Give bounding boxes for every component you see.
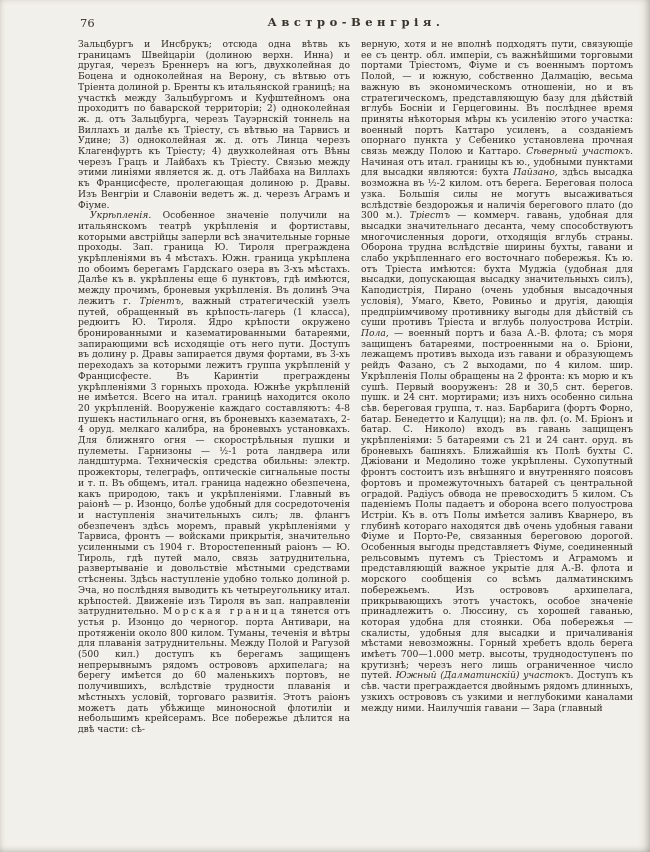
text-segment: Пола, — [361,327,404,339]
text-segment: тянется отъ устья р. Изонцо до черногор. порта Антивари, на протяженіи около 800 килом. Туманы, теченія и вѣтры для плаванія затруднительны. Между Полой и Рагузой (500 кил.) доступъ къ берегамъ защищенъ непрерывнымъ рядомъ острововъ архипелага; на берегу имѣется до 60 маленькихъ портовъ, не получившихъ, вслѣдствіе трудности плаванія и мѣстныхъ условій, торговаго развитія. Этотъ раіонъ можетъ дать убѣжище миноносной флотиліи и небольшимъ крейсерамъ. Все побережье дѣлится на двѣ части: сѣ- [78,606,351,735]
text-segment: Пайзано, [513,167,558,179]
text-segment: Особенное значеніе получили на итальянскомъ театрѣ укрѣпленія и фортиставы, которыми австрійцы заперли всѣ значительные горные проходы. Зап. граница Ю. Тироля преграждена укрѣпленіями въ 4 мѣстахъ. Южн. граница укрѣплена по обоимъ берегамъ Гардскаго озера въ 3-хъ мѣстахъ. Далѣе къ в. укрѣплены еще 6 пунктовъ, гдѣ имѣются, между прочимъ, броневыя укрѣпленія. Въ долинѣ Эча лежитъ г. [78,210,351,307]
page-number: 76 [80,16,95,30]
text-segment: Доступъ къ сѣв. части преграждается двойнымъ рядомъ длинныхъ, узкихъ острововъ съ узкими и неглубокими каналами между ними. Наилучшія гавани — Зара (главный [361,670,633,714]
page-title: Австро-Венгрія. [267,15,445,29]
page-header [78,14,634,36]
text-segment: Тріентъ, [139,295,184,307]
text-segment: Южный (Далматинскій) участокъ. [395,670,574,682]
text-segment: Зальцбургъ и Инсбрукъ; отсюда одна вѣтвь къ границамъ Швейцаріи (долиною верхн. Инна) и другая, черезъ Бреннеръ на югъ, двухколейная до Боцена и одноколейная на Верону, съ вѣтвью отъ Тріента долиной р. Бренты къ итальянской границѣ; на участкѣ между Зальцбургомъ и Куфштейномъ она проходитъ по баварской территоріи; 2) одноколейная ж. д. отъ Зальцбурга, черезъ Тауэрнскій тоннель на Виллахъ и далѣе къ Тріесту, съ вѣтвью на Тарвисъ и Удине; 3) одноколейная ж. д. отъ Линца черезъ Клагенфуртъ къ Тріесту; 4) двухколейная отъ Вѣны черезъ Грацъ и Лайбахъ къ Тріесту. Связью между этими линіями является ж. д. отъ Лайбаха на Виллахъ къ Францисфесте, пролегающая долиною р. Дравы. Изъ Венгріи и Славоніи ведетъ ж. д. черезъ Аграмъ и Фіуме. [78,40,350,211]
text-segment: здѣсь высадка возможна въ ½-2 килом. отъ берега. Береговая полоса узка. Большія силы не могутъ высаживаться вслѣдствіе бездорожья и наличія берегового плато (до 300 м.). [361,167,634,222]
text-segment: военный портъ и база А.-В. флота; съ моря защищенъ батареями, построенными на о. Бріони, лежащемъ противъ выхода изъ гавани и образующемъ рейдъ Фазано, съ 2 выходами, по 4 килом. шир. Укрѣпленія Полы обращены на 2 фронта: къ морю и къ сушѣ. Первый вооруженъ: 28 и 30,5 снт. берегов. пушк. и 24 снт. мортирами; изъ нихъ особенно сильна сѣв. береговая группа, т. наз. Барбарига (фортъ Форно, батар. Бенедетто и Калуцци); на лв. фл. (о. М. Бріонъ и батар. С. Николо) входъ въ гавань защищенъ укрѣпленіями: 5 батареями съ 21 и 24 сант. оруд. въ броневыхъ башняхъ. Ближайшія къ Полѣ бухты С. Джіовани и Медолино тоже укрѣплены. Сухопутный фронтъ состоитъ изъ внѣшняго и внутренняго поясовъ фортовъ и промежуточныхъ батарей съ центральной оградой. Радіусъ обвода не превосходитъ 5 килом. Съ паденіемъ Полы падаетъ и оборона всего полуострова Истріи. Къ в. отъ Полы имѣется заливъ Кварнеро, въ глубинѣ котораго находятся двѣ очень удобныя гавани Фіуме и Порто-Ре, связанныя береговою дорогой. Особенныя выгоды представляетъ Фіуме, соединенный рельсовымъ путемъ съ Тріестомъ и Аграмомъ и представляющій важное укрытіе для А.-В. флота и морского сообщенія со всѣмъ далматинскимъ побережьемъ. Изъ острововъ архипелага, прикрывающихъ этотъ участокъ, особое значеніе принадлежитъ о. Люссину, съ хорошей гаванью, которая удобна для стоянки. Оба побережья — скалисты, удобныя для высадки и причаливанія мѣстами невозможны. Горный хребетъ вдоль берега имѣетъ 700—1.000 метр. высоты, труднодоступенъ по крутизнѣ; черезъ него лишь ограниченное число путей. [361,327,633,682]
right-column [361,40,633,840]
left-column [78,40,350,840]
text-segment: коммерч. гавань, удобная для высадки значительнаго десанта, чему способствуютъ многочисленныя дороги, отходящія вглубь страны. Оборона трудна вслѣдствіе ширины бухты, гавани и слабо укрѣпленнаго его восточнаго побережья. Къ ю. отъ Тріеста имѣются: бухта Муджіа (удобная для высадки, допускающая высадку значительныхъ силъ), Каподистрія, Пирано (очень удобныя высадочныя условія), Умаго, Квето, Ровиньо и другія, дающія предпріимчивому противнику выгоды для дѣйствій съ суши противъ Тріеста и вглубь полуострова Истріи. [361,210,633,329]
text-segment: Тріестъ — [409,210,467,222]
text-segment: Морская граница [162,606,288,618]
text-segment: важный стратегическій узелъ путей, обращенный въ крѣпость-лагерь (1 класса), редюитъ Ю. Тироля. Ядро крѣпости окружено бронированными и казематированными батареями, запирающими всѣ исходящіе отъ него пути. Доступъ въ долину р. Дравы запирается двумя фортами, въ 3-хъ переходахъ за которыми лежитъ группа укрѣпленій у Францисфесте. Въ Каринтіи преграждены укрѣпленіями 3 горныхъ прохода. Южнѣе укрѣпленій не имѣется. Всего на итал. границѣ находится около 20 укрѣпленій. Вооруженіе каждаго составляютъ: 4-8 пушекъ настильнаго огня, въ броневыхъ казематахъ, 2-4 оруд. мелкаго калибра, на броневыхъ установкахъ. Для ближняго огня — скорострѣльныя пушки и пулеметы. Гарнизоны — ½-1 рота ландвера или ландштурма. Техническія средства обильны: электр. прожекторы, телеграфъ, оптическіе сигнальные посты и т. п. Въ общемъ, итал. граница надежно обезпечена, какъ природою, такъ и укрѣпленіями. Главный въ раіонѣ — р. Изонцо, болѣе удобный для сосредоточенія и наступленія значительныхъ силъ; лв. флангъ обезпеченъ здѣсь моремъ, правый укрѣпленіями у Тарвиса, фронтъ — войсками прикрытія, значительно усиленными съ 1904 г. Второстепенный раіонъ — Ю. Тироль, гдѣ путей мало, связь затруднительна, развертываніе и довольствіе мѣстными средствами стѣснены. Здѣсь наступленіе удобно только долиной р. Эча, но послѣдняя выводитъ къ четыреугольнику итал. крѣпостей. Движеніе изъ Тироля въ зап. направленіи затруднительно. [78,295,350,618]
text-segment: верную, хотя и не вполнѣ подходятъ пути, связующіе ее съ центр. обл. имперіи, съ важнѣйшими торговыми портами Тріестомъ, Фіуме и съ военнымъ портомъ Полой, — и южную, собственно Далмацію, весьма важную въ экономическомъ отношеніи, но и въ стратегическомъ, представляющую базу для дѣйствій вглубь Босніи и Герцеговины. Въ послѣднее время приняты нѣкоторыя мѣры къ усиленію этого участка: военный портъ Каттаро усиленъ, а созданіемъ опорнаго пункта у Себенико установлена прочная связь между Полою и Каттаро. [361,40,633,158]
text-columns [78,40,634,840]
text-segment: Сѣверный участокъ. [526,146,633,158]
text-segment: Укрѣпленія. [90,210,152,222]
text-segment: Начиная отъ итал. границы къ ю., удобными пунктами для высадки являются: бухта [361,156,633,179]
